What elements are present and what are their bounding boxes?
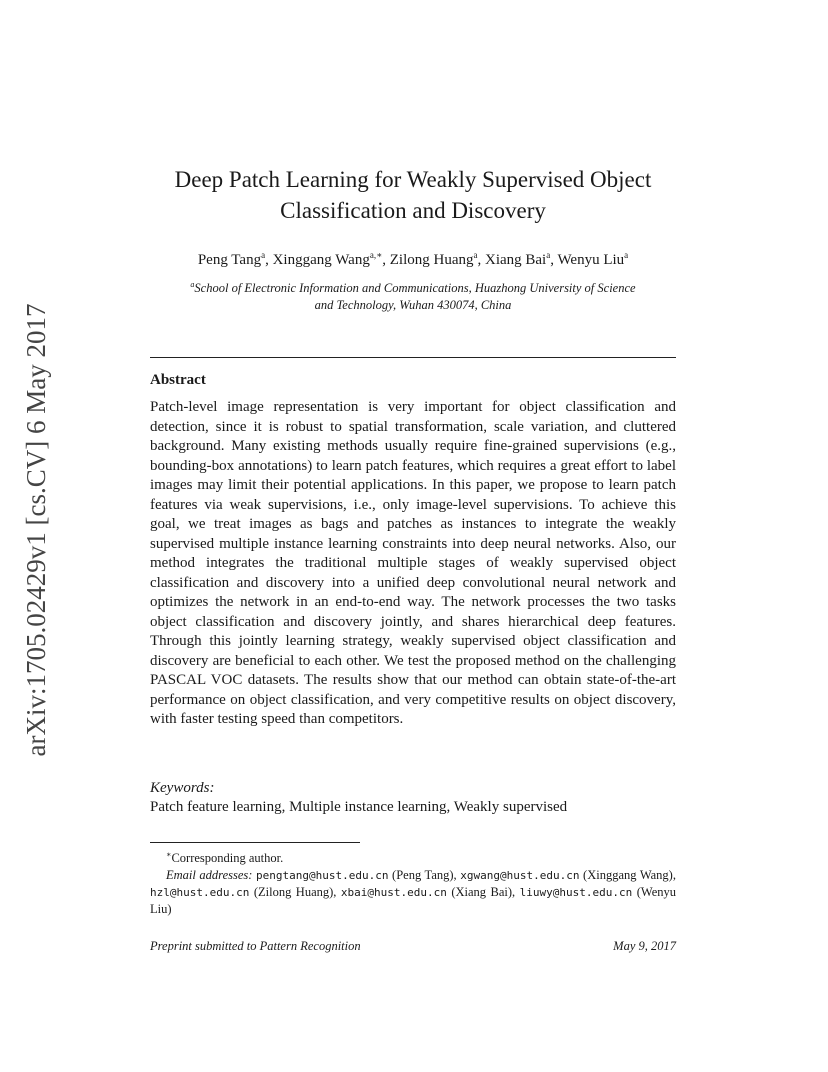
footnote-rule xyxy=(150,842,360,843)
author-list xyxy=(150,244,676,271)
author-affiliation-mark: a,∗ xyxy=(369,250,383,260)
abstract-top-rule xyxy=(150,357,676,358)
email-link[interactable]: liuwy@hust.edu.cn xyxy=(519,886,633,900)
affiliation-text: School of Electronic Information and Communications, Huazhong University of Science xyxy=(194,281,636,296)
author-separator: , xyxy=(265,252,273,268)
email-link[interactable]: hzl@hust.edu.cn xyxy=(150,886,250,900)
author-affiliation-mark: a xyxy=(546,250,551,260)
author xyxy=(557,252,628,268)
affiliation-line-2: and Technology, Wuhan 430074, China xyxy=(314,298,512,313)
corresponding-author-note xyxy=(150,846,676,867)
keywords-heading: Keywords: xyxy=(150,780,215,796)
email-label: Email addresses: xyxy=(166,868,253,883)
email-link[interactable]: xbai@hust.edu.cn xyxy=(340,886,447,900)
keywords-list: Patch feature learning, Multiple instance learning, Weakly supervised xyxy=(150,799,568,815)
author-affiliation-mark: a xyxy=(473,250,478,260)
email-owner: (Peng Tang), xyxy=(388,868,461,883)
author-separator: , xyxy=(477,252,485,268)
title-line-2: Classification and Discovery xyxy=(280,198,546,223)
email-link[interactable]: pengtang@hust.edu.cn xyxy=(256,869,389,883)
affiliation-mark: a xyxy=(190,280,195,289)
author-name: Peng Tang xyxy=(197,252,262,268)
corresponding-author-text: Corresponding author. xyxy=(171,851,284,866)
author xyxy=(273,252,390,268)
author-name: Xiang Bai xyxy=(484,252,547,268)
author-name: Xinggang Wang xyxy=(272,252,370,268)
author xyxy=(198,252,273,268)
paper-title xyxy=(150,164,676,226)
preprint-note: Preprint submitted to Pattern Recognition xyxy=(150,939,361,953)
footnote xyxy=(150,846,676,918)
email-owner: (Wenyu Liu) xyxy=(150,885,676,917)
email-link[interactable]: xgwang@hust.edu.cn xyxy=(460,869,580,883)
author-affiliation-mark: a xyxy=(261,250,266,260)
author-affiliation-mark: a xyxy=(624,250,629,260)
author xyxy=(485,252,557,268)
author-separator: , xyxy=(550,252,558,268)
author-name: Wenyu Liu xyxy=(557,252,625,268)
email-owner: (Zilong Huang), xyxy=(249,885,341,900)
email-owner: (Xiang Bai), xyxy=(446,885,520,900)
submission-date: May 9, 2017 xyxy=(613,939,676,953)
author-name: Zilong Huang xyxy=(389,252,474,268)
affiliation-line-1 xyxy=(150,276,676,297)
author-separator: , xyxy=(382,252,390,268)
abstract-heading: Abstract xyxy=(150,372,206,388)
email-addresses xyxy=(150,867,676,918)
corresponding-mark: ∗ xyxy=(166,850,172,859)
author xyxy=(390,252,485,268)
email-owner: (Xinggang Wang), xyxy=(579,868,676,883)
affiliation xyxy=(150,276,676,314)
title-line-1: Deep Patch Learning for Weakly Supervised Object xyxy=(174,167,652,192)
abstract-text: Patch-level image representation is very important for object classification and detection, since it is robust to spatial transformation, scale variation, and cluttered background. Many existing methods usually require fine-grained supervisions (e.g., bounding-box annotations) to learn patch features, which requires a great effort to label images may limit their potential applications. In this paper, we propose to learn patch features via weak supervisions, i.e., only image-level supervisions. To achieve this goal, we treat images as bags and patches as instances to integrate the weakly supervised multiple instance learning constraints into deep neural networks. Also, our method integrates the traditional multiple stages of weakly supervised object classification and discovery into a unified deep convolutional neural network and optimizes the network in an end-to-end way. The network processes the two tasks object classification and discovery jointly, and shares hierarchical deep features. Through this jointly learning strategy, weakly supervised object classification and discovery are beneficial to each other. We test the proposed method on the challenging PASCAL VOC datasets. The results show that our method can obtain state-of-the-art performance on object classification, and very competitive results on object discovery, with faster testing speed than competitors. xyxy=(150,399,676,727)
arxiv-identifier-sidebar: arXiv:1705.02429v1 [cs.CV] 6 May 2017 xyxy=(21,303,51,757)
